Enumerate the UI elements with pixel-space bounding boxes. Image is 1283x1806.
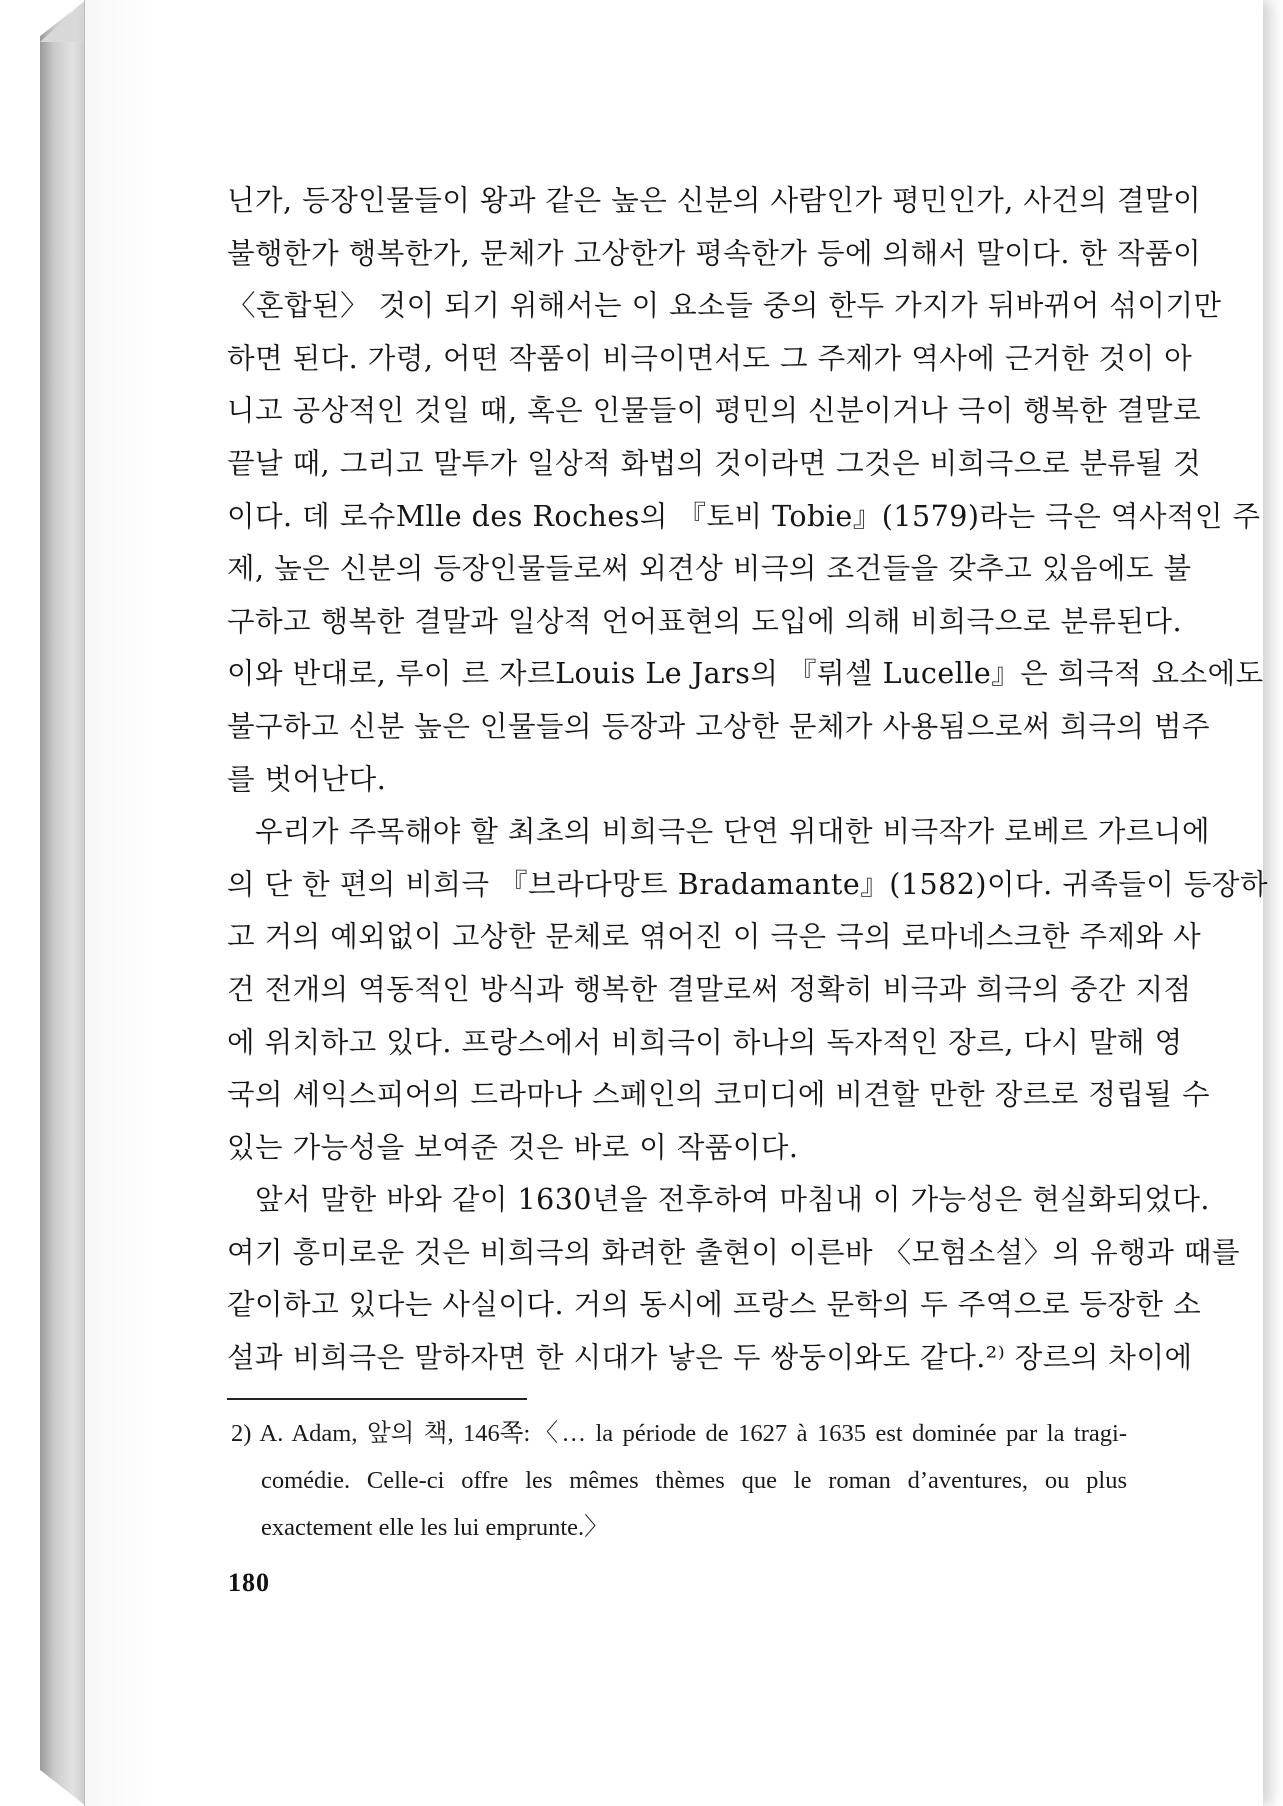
footnote-line: 2) A. Adam, 앞의 책, 146쪽:〈… la période de 1627 à 1635 est dominée par la tragi- (231, 1420, 1127, 1447)
body-line: 앞서 말한 바와 같이 1630년을 전후하여 마침내 이 가능성은 현실화되었다. (255, 1183, 1210, 1217)
book-spine (40, 0, 86, 1806)
footnote-line: exactement elle les lui emprunte.〉 (261, 1514, 609, 1541)
body-line: 설과 비희극은 말하자면 한 시대가 낳은 두 쌍둥이와도 같다.²⁾ 장르의 차이에 (227, 1341, 1193, 1375)
body-line: 구하고 행복한 결말과 일상적 언어표현의 도입에 의해 비희극으로 분류된다. (227, 604, 1182, 638)
body-line: 불구하고 신분 높은 인물들의 등장과 고상한 문체가 사용됨으로써 희극의 범주 (227, 709, 1211, 743)
body-line: 우리가 주목해야 할 최초의 비희극은 단연 위대한 비극작가 로베르 가르니에 (255, 815, 1210, 849)
body-line: 를 벗어난다. (227, 762, 387, 796)
body-line: 불행한가 행복한가, 문체가 고상한가 평속한가 등에 의해서 말이다. 한 작품이 (227, 236, 1202, 270)
body-line: 닌가, 등장인물들이 왕과 같은 높은 신분의 사람인가 평민인가, 사건의 결말이 (227, 184, 1202, 217)
body-line: 같이하고 있다는 사실이다. 거의 동시에 프랑스 문학의 두 주역으로 등장한 소 (227, 1288, 1202, 1322)
body-line: 있는 가능성을 보여준 것은 바로 이 작품이다. (227, 1130, 799, 1164)
body-line: 건 전개의 역동적인 방식과 행복한 결말로써 정확히 비극과 희극의 중간 지점 (227, 972, 1192, 1006)
body-line: 여기 흥미로운 것은 비희극의 화려한 출현이 이른바 〈모험소설〉의 유행과 때를 (227, 1235, 1240, 1269)
book-page (84, 0, 1268, 1806)
body-line: 제, 높은 신분의 등장인물들로써 외견상 비극의 조건들을 갖추고 있음에도 불 (227, 552, 1192, 586)
body-line: 고 거의 예외없이 고상한 문체로 엮어진 이 극은 극의 로마네스크한 주제와 사 (227, 920, 1202, 954)
footnote-line: comédie. Celle-ci offre les mêmes thèmes que le roman d’aventures, ou plus (261, 1467, 1127, 1494)
body-line: 국의 셰익스피어의 드라마나 스페인의 코미디에 비견할 만한 장르로 정립될 수 (227, 1078, 1211, 1112)
body-line: 에 위치하고 있다. 프랑스에서 비희극이 하나의 독자적인 장르, 다시 말해 영 (227, 1025, 1183, 1059)
footnote (231, 1410, 1127, 1551)
footnote-separator (227, 1398, 527, 1400)
body-line: 이다. 데 로슈Mlle des Roches의 『토비 Tobie』(1579)라는 극은 역사적인 주 (227, 499, 1261, 533)
body-line: 끝날 때, 그리고 말투가 일상적 화법의 것이라면 그것은 비희극으로 분류될 것 (227, 446, 1202, 480)
body-line: 〈혼합된〉 것이 되기 위해서는 이 요소들 중의 한두 가지가 뒤바뀌어 섞이기만 (227, 289, 1222, 323)
body-line: 니고 공상적인 것일 때, 혹은 인물들이 평민의 신분이거나 극이 행복한 결말로 (227, 394, 1202, 428)
page-surface (85, 0, 1268, 1806)
body-text (227, 175, 1268, 1385)
page-number: 180 (228, 1568, 270, 1597)
body-line: 하면 된다. 가령, 어떤 작품이 비극이면서도 그 주제가 역사에 근거한 것이 아 (227, 341, 1193, 375)
body-line: 이와 반대로, 루이 르 자르Louis Le Jars의 『뤼셀 Lucelle』은 희극적 요소에도 (227, 657, 1264, 691)
body-line: 의 단 한 편의 비희극 『브라다망트 Bradamante』(1582)이다. 귀족들이 등장하 (227, 867, 1268, 901)
